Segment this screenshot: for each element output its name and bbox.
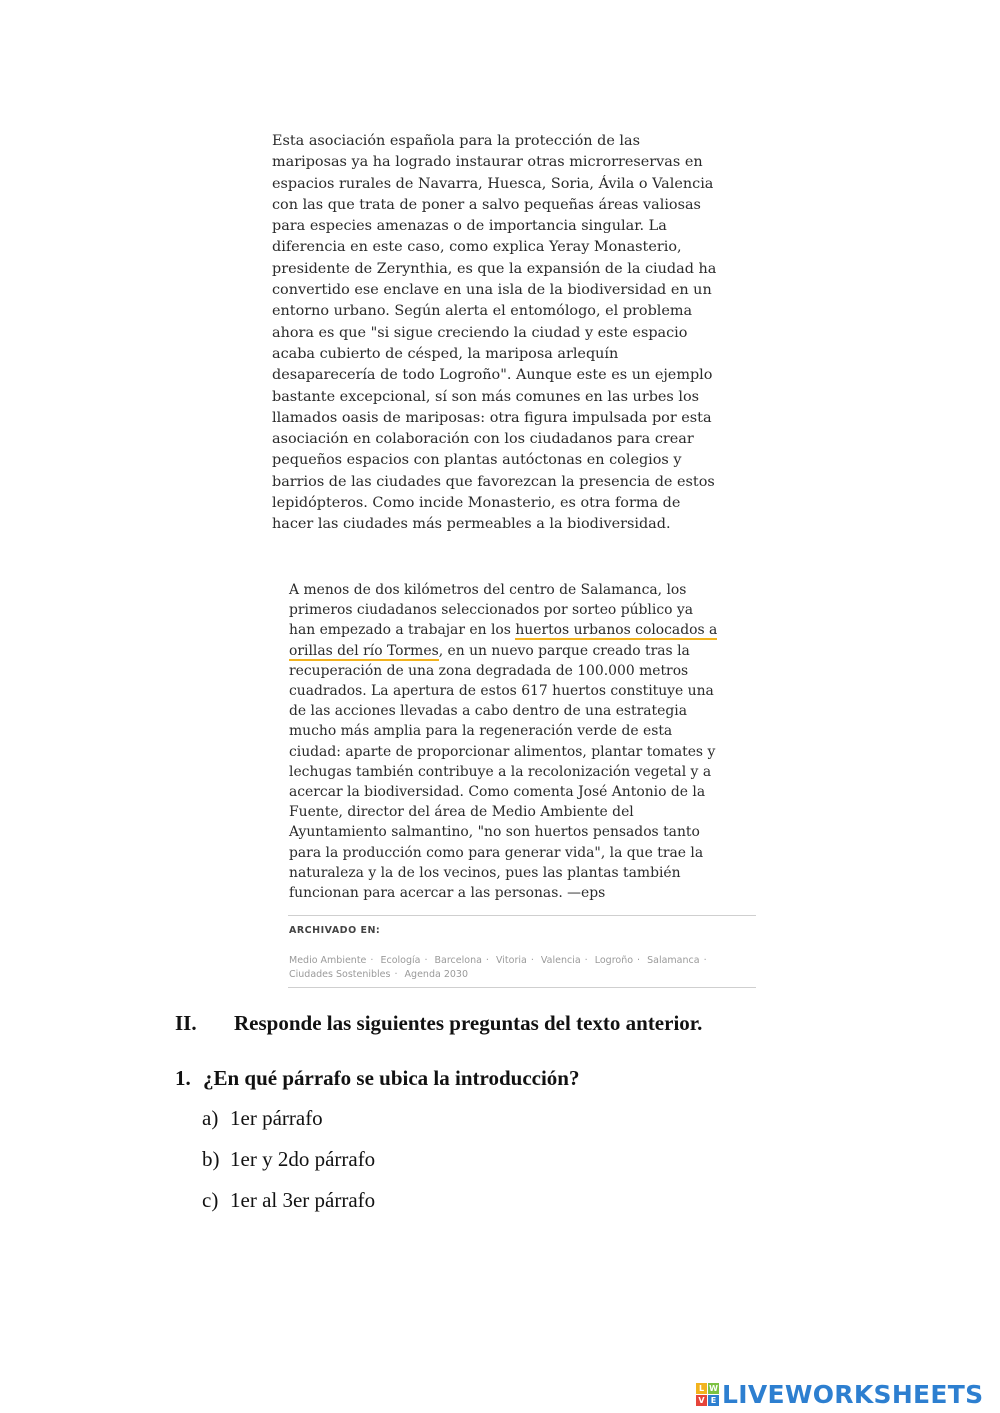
brand-icon-tile: E: [708, 1395, 719, 1406]
paragraph-line: naturaleza y la de los vecinos, pues las plantas también: [289, 864, 681, 881]
paragraph-line: hacer las ciudades más permeables a la biodiversidad.: [272, 516, 671, 533]
paragraph-line: lechugas también contribuye a la recolonización vegetal y a: [289, 763, 712, 780]
option-letter: b): [202, 1147, 220, 1171]
paragraph-line: Esta asociación española para la protección de las: [272, 133, 640, 149]
tag-separator: ·: [584, 955, 588, 966]
tag-link[interactable]: Barcelona: [434, 955, 482, 966]
tag-separator: ·: [703, 955, 707, 966]
option-text: 1er y 2do párrafo: [230, 1147, 376, 1171]
paragraph-line: primeros ciudadanos seleccionados por sorteo público ya: [289, 602, 694, 619]
paragraph-line: funcionan para acercar a las personas. —eps: [289, 885, 606, 902]
archivado-label: ARCHIVADO EN:: [289, 925, 381, 936]
paragraph-line: desaparecería de todo Logroño". Aunque este es un ejemplo: [272, 367, 713, 384]
paragraph-line: lepidópteros. Como incide Monasterio, es otra forma de: [272, 495, 681, 512]
paragraph-line: para la producción como para generar vida", la que trae la: [289, 844, 704, 861]
option-c[interactable]: [202, 1188, 375, 1213]
section-heading: Responde las siguientes preguntas del texto anterior.: [234, 1011, 703, 1035]
article-paragraph-2: [289, 580, 717, 903]
paragraph-text: , en un nuevo parque creado tras la: [438, 642, 690, 659]
paragraph-line: acaba cubierto de césped, la mariposa arlequín: [272, 345, 619, 362]
option-a[interactable]: [202, 1106, 323, 1131]
option-text: 1er al 3er párrafo: [230, 1188, 376, 1212]
brand-icon-tile: V: [696, 1395, 707, 1406]
paragraph-line: recuperación de una zona degradada de 100.000 metros: [289, 662, 689, 679]
paragraph-line: diferencia en este caso, como explica Yeray Monasterio,: [272, 239, 682, 256]
liveworksheets-icon: [696, 1383, 719, 1406]
paragraph-line: barrios de las ciudades que favorezcan la presencia de estos: [272, 473, 715, 490]
tag-separator: ·: [530, 955, 534, 966]
question-text: ¿En qué párrafo se ubica la introducción?: [203, 1066, 580, 1090]
divider-bottom: [288, 987, 756, 988]
option-b[interactable]: [202, 1147, 375, 1172]
tag-separator: ·: [485, 955, 489, 966]
tag-link[interactable]: Salamanca: [647, 955, 700, 966]
paragraph-line: de las acciones llevadas a cabo dentro de una estrategia: [289, 703, 687, 720]
huertos-urbanos-link[interactable]: huertos urbanos colocados a: [515, 622, 718, 639]
rio-tormes-link[interactable]: orillas del río Tormes: [289, 642, 439, 659]
tag-link[interactable]: Agenda 2030: [404, 969, 468, 980]
tag-link[interactable]: Valencia: [540, 955, 581, 966]
paragraph-line: pequeños espacios con plantas autóctonas en colegios y: [272, 452, 682, 469]
tag-link[interactable]: Ecología: [380, 955, 421, 966]
paragraph-line: ciudad: aparte de proporcionar alimentos, plantar tomates y: [289, 743, 716, 760]
paragraph-line: para especies amenazas o de importancia singular. La: [272, 218, 667, 235]
option-text: 1er párrafo: [230, 1106, 323, 1130]
option-letter: c): [202, 1188, 219, 1212]
paragraph-line: Ayuntamiento salmantino, "no son huertos pensados tanto: [289, 824, 700, 841]
paragraph-line: convertido ese enclave en una isla de la biodiversidad en un: [272, 282, 712, 299]
tag-list: [289, 954, 759, 982]
tag-link[interactable]: Ciudades Sostenibles: [289, 969, 391, 980]
paragraph-line: llamados oasis de mariposas: otra figura impulsada por esta: [272, 409, 712, 426]
question-number: 1.: [175, 1066, 191, 1090]
tag-link[interactable]: Vitoria: [495, 955, 527, 966]
paragraph-line: espacios rurales de Navarra, Huesca, Soria, Ávila o Valencia: [272, 175, 714, 192]
paragraph-line: mariposas ya ha logrado instaurar otras microrreservas en: [272, 154, 703, 171]
paragraph-line: presidente de Zerynthia, es que la expansión de la ciudad ha: [272, 260, 717, 277]
option-letter: a): [202, 1106, 219, 1130]
tag-separator: ·: [394, 969, 398, 980]
divider-top: [288, 915, 756, 916]
paragraph-text: han empezado a trabajar en los: [289, 622, 516, 639]
tag-link[interactable]: Logroño: [594, 955, 634, 966]
section-number: II.: [175, 1011, 197, 1035]
paragraph-line: [289, 620, 717, 640]
paragraph-line: asociación en colaboración con los ciudadanos para crear: [272, 431, 694, 448]
paragraph-line: mucho más amplia para la regeneración verde de esta: [289, 723, 673, 740]
tag-link[interactable]: Medio Ambiente: [289, 955, 367, 966]
brand-name: LIVEWORKSHEETS: [722, 1379, 984, 1409]
brand-icon-tile: W: [709, 1383, 718, 1393]
paragraph-line: [289, 641, 717, 661]
paragraph-line: bastante excepcional, sí son más comunes en las urbes los: [272, 388, 700, 405]
paragraph-line: A menos de dos kilómetros del centro de Salamanca, los: [289, 582, 687, 598]
paragraph-line: ahora es que "si sigue creciendo la ciudad y este espacio: [272, 324, 688, 341]
tag-separator: ·: [637, 955, 641, 966]
tag-separator: ·: [370, 955, 374, 966]
paragraph-line: entorno urbano. Según alerta el entomólogo, el problema: [272, 303, 693, 320]
liveworksheets-logo: [696, 1377, 983, 1411]
paragraph-line: Fuente, director del área de Medio Ambiente del: [289, 804, 634, 821]
paragraph-line: acercar la biodiversidad. Como comenta José Antonio de la: [289, 784, 706, 801]
paragraph-rest: [289, 661, 717, 903]
brand-icon-tile: L: [696, 1383, 707, 1394]
paragraph-line: con las que trata de poner a salvo pequeñas áreas valiosas: [272, 196, 701, 213]
article-paragraph-1: [272, 131, 716, 536]
paragraph-line: cuadrados. La apertura de estos 617 huertos constituye una: [289, 683, 714, 700]
tag-separator: ·: [424, 955, 428, 966]
